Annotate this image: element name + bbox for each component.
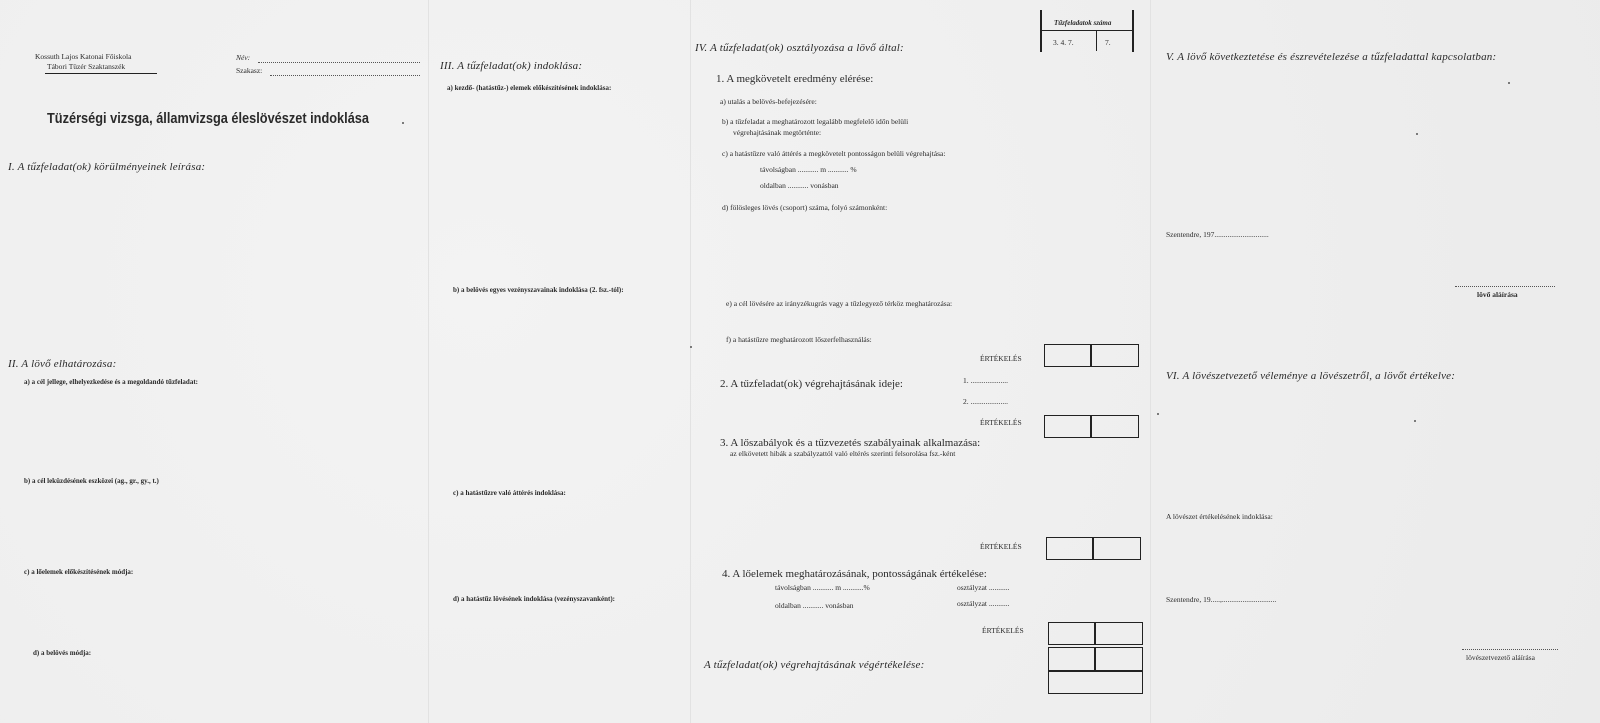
point4-grade2: osztályzat ........... [957,599,1010,608]
scan-speck [1414,420,1416,422]
point4-side: oldalban ........... vonásban [775,601,854,610]
name-label: Név: [236,53,251,62]
section3-item-c: c) a hatástűzre való áttérés indoklása: [453,489,566,497]
section3-item-a: a) kezdő- (hatástűz-) elemek előkészítésének indoklása: [447,84,612,92]
section2-item-d: d) a belövés módja: [33,649,92,657]
scan-speck [402,122,404,124]
header-underline [45,73,157,74]
rating-box-4-divider [1094,622,1096,645]
rating-label-3: ÉRTÉKELÉS [980,542,1022,551]
point4-title: 4. A lőelemek meghatározásának, pontosságának értékelése: [722,568,987,580]
point1-d: d) fölösleges lövés (csoport) száma, folyó számonként: [722,203,888,212]
point1-a: a) utalás a belövés-befejezésére: [720,97,817,106]
point1-c: c) a hatástűzre való áttérés a megkövetelt pontosságon belüli végrehajtása: [722,149,946,158]
leader-signature-label: lövészetvezető aláírása [1466,653,1535,662]
task-table-left-border [1040,10,1042,52]
page-fold [1150,0,1151,723]
point3-sub: az elkövetett hibák a szabályzattól való eltérés szerinti felsorolása fsz.-ként [730,449,956,458]
final-evaluation-label: A tűzfeladat(ok) végrehajtásának végértékelése: [704,659,925,671]
section6-justification: A lövészet értékelésének indoklása: [1166,512,1273,521]
section6-place-date: Szentendre, 19.....,............................. [1166,595,1277,604]
task-table-divider [1040,30,1133,31]
section4-heading: IV. A tűzfeladat(ok) osztályozása a lövő által: [695,42,904,54]
section5-heading: V. A lövő következtetése és észrevételezése a tűzfeladattal kapcsolatban: [1166,51,1497,63]
point1-f: f) a hatástűzre meghatározott lőszerfelhasználás: [726,335,872,344]
section3-heading: III. A tűzfeladat(ok) indoklása: [440,60,583,72]
school-name: Kossuth Lajos Katonai Főiskola [35,52,132,61]
task-table-left-value: 3. 4. 7. [1053,38,1074,47]
point1-e: e) a cél lövésére az irányzékugrás vagy a tűzlegyező térköz meghatározása: [726,299,953,308]
scan-speck [690,346,692,348]
unit-label: Szakasz: [236,66,263,75]
point1-title: 1. A megkövetelt eredmény elérése: [716,73,874,85]
section3-item-b: b) a belövés egyes vezényszavainak indoklása (2. fsz.-tól): [453,286,624,294]
section3-item-d: d) a hatástűz lövésének indoklása (vezényszavanként): [453,595,615,603]
leader-signature-line[interactable] [1462,648,1558,650]
point2-title: 2. A tűzfeladat(ok) végrehajtásának ideje: [720,378,903,390]
point1-b-line2: végrehajtásának megtörténte: [733,128,822,137]
point3-title: 3. A lőszabályok és a tűzvezetés szabályainak alkalmazása: [720,437,981,449]
point1-side: oldalban ........... vonásban [760,181,839,190]
page-fold [428,0,429,723]
page-title: Tüzérségi vizsga, államvizsga éleslövészet indoklása [47,111,369,127]
scan-speck [1416,133,1418,135]
task-table-right-value: 7. [1105,38,1111,47]
point4-distance: távolságban ........... m ...........% [775,583,870,592]
section6-heading: VI. A lövészetvezető véleménye a lövészetről, a lövőt értékelve: [1166,370,1456,382]
section2-item-a: a) a cél jellege, elhelyezkedése és a megoldandó tűzfeladat: [24,378,198,386]
scan-speck [1508,82,1510,84]
name-field[interactable] [258,61,420,63]
point2-line2: 2. .................... [963,397,1008,406]
section5-place-date: Szentendre, 197............................. [1166,230,1269,239]
rating-label-4: ÉRTÉKELÉS [982,626,1024,635]
rating-box-3-divider [1092,537,1094,560]
department-name: Tábori Tüzér Szaktanszék [47,62,126,71]
section2-item-c: c) a lőelemek előkészítésének módja: [24,568,134,576]
task-table-mid [1096,31,1097,51]
task-table-title: Tűzfeladatok száma [1054,19,1112,27]
point1-b-line1: b) a tűzfeladat a meghatározott legalább megfelelő időn belüli [722,117,909,126]
rating-label-2: ÉRTÉKELÉS [980,418,1022,427]
point1-distance: távolságban ........... m ........... % [760,165,857,174]
point2-line1: 1. .................... [963,376,1008,385]
rating-box-1-divider [1090,344,1092,367]
unit-field[interactable] [270,74,420,76]
rating-label-1: ÉRTÉKELÉS [980,354,1022,363]
task-table-right-border [1132,10,1134,52]
final-box-mid [1094,647,1096,671]
shooter-signature-line[interactable] [1455,285,1555,287]
section1-heading: I. A tűzfeladat(ok) körülményeinek leírása: [8,161,206,173]
scan-speck [1157,413,1159,415]
section2-item-b: b) a cél leküzdésének eszközei (ag., gr., gy., t.) [24,477,159,485]
shooter-signature-label: lövő aláírása [1477,290,1518,299]
rating-box-2-divider [1090,415,1092,438]
section2-heading: II. A lövő elhatározása: [8,358,117,370]
point4-grade1: osztályzat ........... [957,583,1010,592]
page-fold [690,0,691,723]
